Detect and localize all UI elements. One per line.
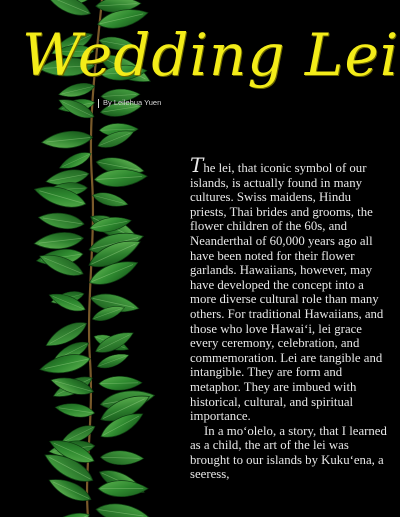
byline-divider xyxy=(98,99,99,108)
lei-leaf xyxy=(95,501,150,517)
article-body xyxy=(190,153,390,482)
article-paragraph-2: In a mo‘olelo, a story, that I learned as a child, the art of the lei was brought to our islands by Kuku‘ena, a seeress, xyxy=(190,423,387,482)
byline xyxy=(98,98,161,108)
lei-leaf xyxy=(35,506,94,517)
paragraph-1-text: he lei, that iconic symbol of our islands, is actually found in many cultures. Swiss maidens, Hindu priests, Thai brides and grooms, the flower children of the 60s, and Neanderthal of 60,000 years ago all have been noted for their flower garlands. Hawaiians, however, may have developed the concept into a more diverse cultural role than many others. For traditional Hawaiians, and those who love Hawai‘i, lei grace every ceremony, celebration, and commemoration. Lei are tangible and intangible. They are form and metaphor. They are imbued with historical, cultural, and spiritual importance. xyxy=(190,161,384,424)
article-title: Wedding Lei xyxy=(22,21,400,89)
drop-cap: T xyxy=(190,153,204,177)
article-paragraph-1 xyxy=(190,153,390,424)
lei-leaf xyxy=(44,0,93,21)
byline-text: By Leilehua Yuen xyxy=(103,98,162,107)
